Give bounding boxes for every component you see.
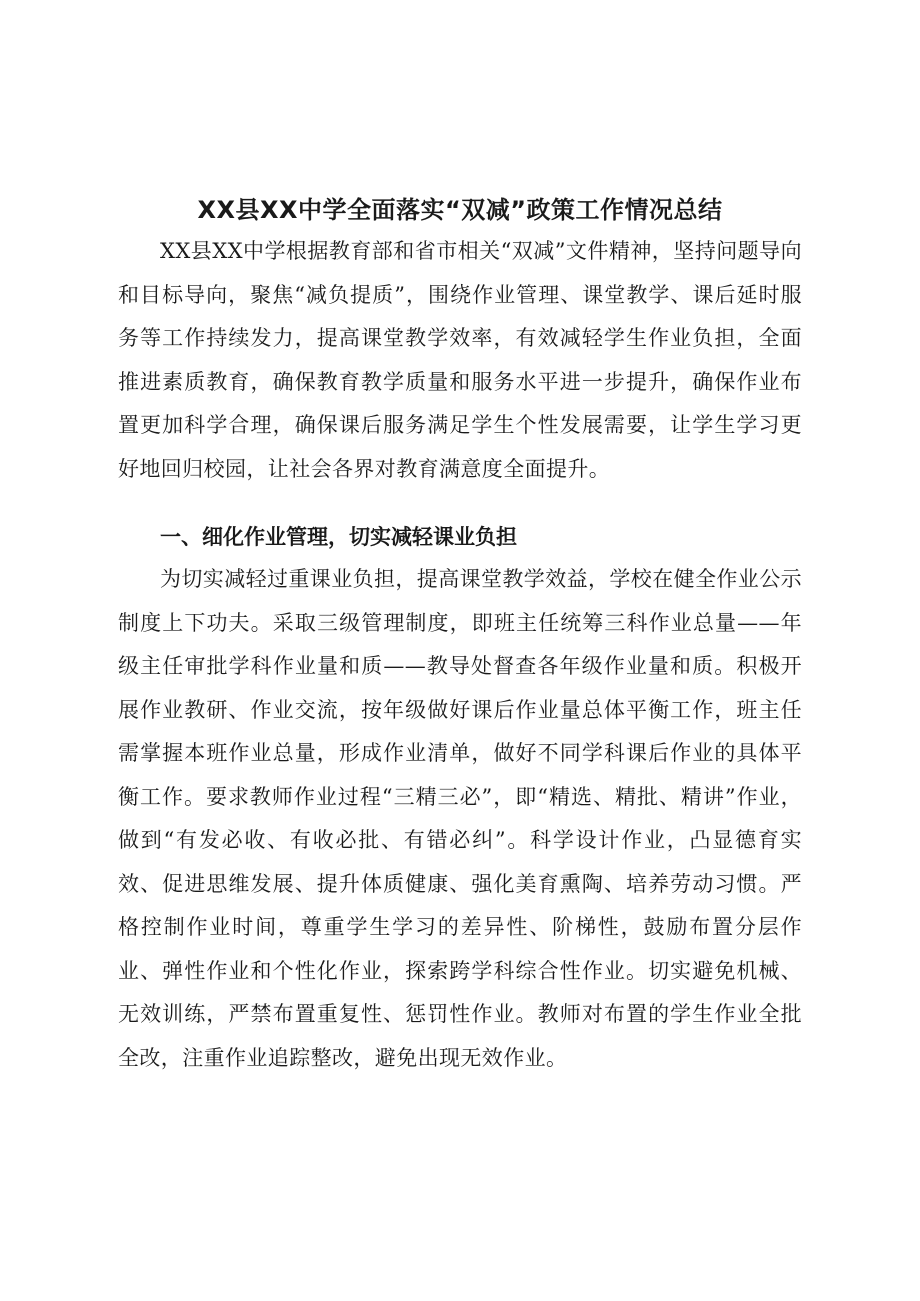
section-heading: 一、细化作业管理，切实减轻课业负担 [160, 525, 517, 549]
document-title: XX县XX中学全面落实“双减”政策工作情况总结 [197, 196, 723, 224]
intro-paragraph: XX县XX中学根据教育部和省市相关“双减”文件精神，坚持问题导向和目标导向，聚焦“减负提质”，围绕作业管理、课堂教学、课后延时服务等工作持续发力，提高课堂教学效率，有效减轻学生作业负担，全面推进素质教育，确保教育教学质量和服务水平进一步提升，确保作业布置更加科学合理，确保课后服务满足学生个性发展需要，让学生学习更好地回归校园，让社会各界对教育满意度全面提升。 [118, 239, 802, 481]
section-paragraph: 为切实减轻过重课业负担，提高课堂教学效益，学校在健全作业公示制度上下功夫。采取三级管理制度，即班主任统筹三科作业总量——年级主任审批学科作业量和质——教导处督查各年级作业量和质。积极开展作业教研、作业交流，按年级做好课后作业量总体平衡工作，班主任需掌握本班作业总量，形成作业清单，做好不同学科课后作业的具体平衡工作。要求教师作业过程“三精三必”，即“精选、精批、精讲”作业，做到“有发必收、有收必批、有错必纠”。科学设计作业，凸显德育实效、促进思维发展、提升体质健康、强化美育熏陶、培养劳动习惯。严格控制作业时间，尊重学生学习的差异性、阶梯性，鼓励布置分层作业、弹性作业和个性化作业，探索跨学科综合性作业。切实避免机械、无效训练，严禁布置重复性、惩罚性作业。教师对布置的学生作业全批全改，注重作业追踪整改，避免出现无效作业。 [118, 567, 802, 1070]
